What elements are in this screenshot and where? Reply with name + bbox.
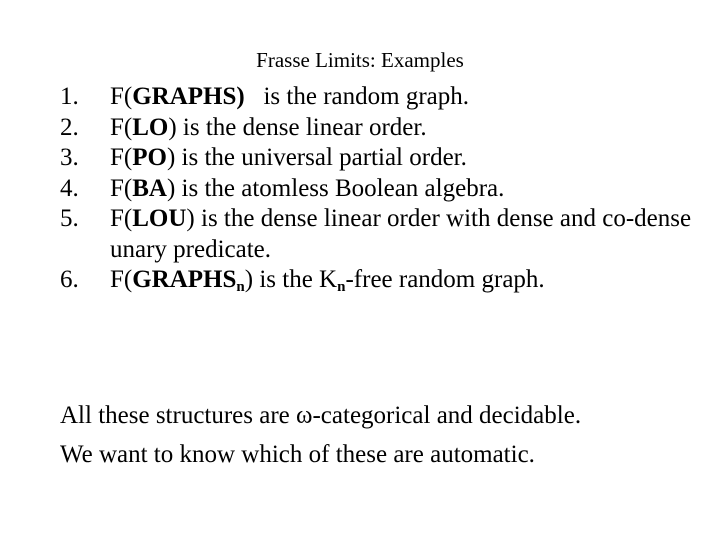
summary	[60, 396, 700, 474]
item-number: 1.	[60, 83, 79, 110]
structure-name: LOU	[132, 205, 187, 232]
structure-name: GRAPHS	[132, 266, 237, 293]
item-text: F(GRAPHS) is the random graph.	[110, 83, 469, 110]
item-text: F(LOU) is the dense linear order with dense and co-dense unary predicate.	[110, 205, 692, 263]
item-text: $F(GRAPHS_n)$ is the $K_n$-free random graph.	[110, 266, 545, 295]
item-number: 2.	[60, 113, 79, 141]
slide-title: Frasse Limits: Examples	[256, 48, 464, 72]
subscript: n	[236, 279, 245, 295]
structure-name: LO	[132, 113, 169, 141]
item-number: 3.	[60, 144, 79, 171]
item-text: F(LO) is the dense linear order.	[110, 113, 427, 141]
examples-list	[60, 82, 700, 296]
summary-line: All these structures are ω-categorical and decidable.	[60, 402, 582, 429]
subscript: n	[337, 279, 346, 295]
item-text: F(BA) is the atomless Boolean algebra.	[110, 174, 505, 202]
list-item	[60, 82, 700, 113]
structure-name: PO	[132, 144, 167, 171]
item-number: 4.	[60, 174, 79, 202]
list-item	[60, 204, 700, 265]
item-number: 6.	[60, 266, 79, 293]
summary-line: We want to know which of these are automatic.	[60, 441, 535, 468]
list-item	[60, 174, 700, 205]
item-text: F(PO) is the universal partial order.	[110, 144, 467, 171]
list-item	[60, 113, 700, 144]
list-item	[60, 265, 700, 296]
list-item	[60, 143, 700, 174]
structure-name: BA	[132, 174, 167, 202]
structure-name: GRAPHS)	[132, 83, 245, 110]
item-number: 5.	[60, 205, 79, 232]
